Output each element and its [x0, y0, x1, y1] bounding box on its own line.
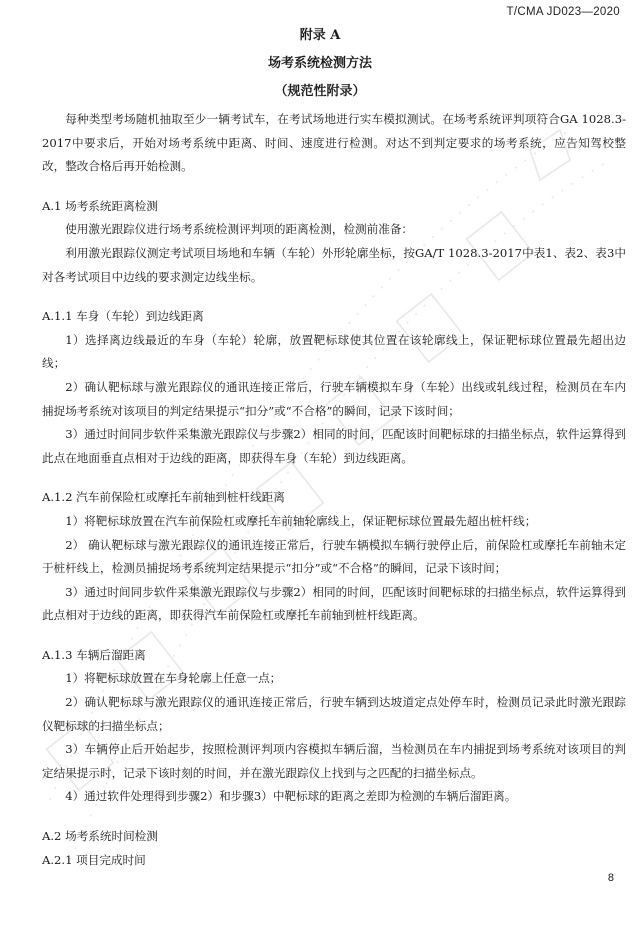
paragraph: 4）通过软件处理得到步骤2）和步骤3）中靶标球的距离之差即为检测的车辆后溜距离。 [65, 789, 517, 804]
paragraph: 1）将靶标球放置在汽车前保险杠或摩托车前轴轮廓线上，保证靶标球位置最先超出桩杆线； [65, 513, 537, 528]
section-heading-a2-1: A.2.1 项目完成时间 [42, 852, 146, 867]
paragraph: 2）确认靶标球与激光跟踪仪的通讯连接正常后，行驶车辆模拟车身（车轮）出线或轧线过程，检测员在车内捕捉场考系统对该项目的判定结果提示“扣分”或“不合格”的瞬间，记录下该时间； [42, 379, 626, 418]
paragraph: 3）通过时间同步软件采集激光跟踪仪与步骤2）相同的时间，匹配该时间靶标球的扫描坐标点，软件运算得到此点相对于边线的距离，即获得汽车前保险杠或摩托车前轴到桩杆线距离。 [42, 584, 626, 623]
appendix-nature: （规范性附录） [274, 84, 366, 99]
section-heading-a1-2: A.1.2 汽车前保险杠或摩托车前轴到桩杆线距离 [42, 490, 285, 505]
section-heading-a1-1: A.1.1 车身（车轮）到边线距离 [42, 309, 204, 324]
paragraph: 3）通过时间同步软件采集激光跟踪仪与步骤2）相同的时间，匹配该时间靶标球的扫描坐标点，软件运算得到此点在地面垂直点相对于边线的距离，即获得车身（车轮）到边线距离。 [42, 427, 626, 465]
appendix-label: 附录 A [299, 28, 341, 43]
document-code: T/CMA JD023—2020 [506, 6, 620, 18]
paragraph: 1）将靶标球放置在车身轮廓上任意一点； [65, 671, 282, 686]
paragraph: 利用激光跟踪仪测定考试项目场地和车辆（车轮）外形轮廓坐标，按GA/T 1028.3-2017中表1、表2、表3中对各考试项目中边线的要求测定边线坐标。 [42, 245, 626, 284]
paragraph: 使用激光跟踪仪进行场考系统检测评判项的距离检测，检测前准备： [65, 222, 414, 237]
paragraph: 2）确认靶标球与激光跟踪仪的通讯连接正常后，行驶车辆到达坡道定点处停车时，检测员记录此时激光跟踪仪靶标球的扫描坐标点； [42, 695, 626, 733]
document-body [42, 108, 626, 872]
appendix-title: 场考系统检测方法 [267, 56, 372, 71]
section-heading-a1-3: A.1.3 车辆后溜距离 [42, 647, 146, 662]
paragraph: 3）车辆停止后开始起步，按照检测评判项内容模拟车辆后溜，当检测员在车内捕捉到场考系统对该项目的判定结果提示时，记录下该时刻的时间，并在激光跟踪仪上找到与之匹配的扫描坐标点。 [42, 742, 626, 780]
intro-paragraph: 每种类型考场随机抽取至少一辆考试车，在考试场地进行实车模拟测试。在场考系统评判项符合GA 1028.3-2017中要求后，开始对场考系统中距离、时间、速度进行检测。对达不到判定要求的场考系统，应告知驾校整改，整改合格后再开始检测。 [42, 112, 626, 174]
paragraph: 1）选择离边线最近的车身（车轮）轮廓，放置靶标球使其位置在该轮廓线上，保证靶标球位置最先超出边线； [42, 332, 626, 371]
section-heading-a2: A.2 场考系统时间检测 [42, 829, 158, 844]
page-number: 8 [607, 872, 614, 884]
paragraph: 2） 确认靶标球与激光跟踪仪的通讯连接正常后，行驶车辆模拟车辆行驶停止后，前保险杠或摩托车前轴未定于桩杆线上，检测员捕捉场考系统判定结果提示“扣分”或“不合格”的瞬间，记录下该时间； [42, 537, 626, 576]
section-heading-a1: A.1 场考系统距离检测 [42, 198, 158, 213]
